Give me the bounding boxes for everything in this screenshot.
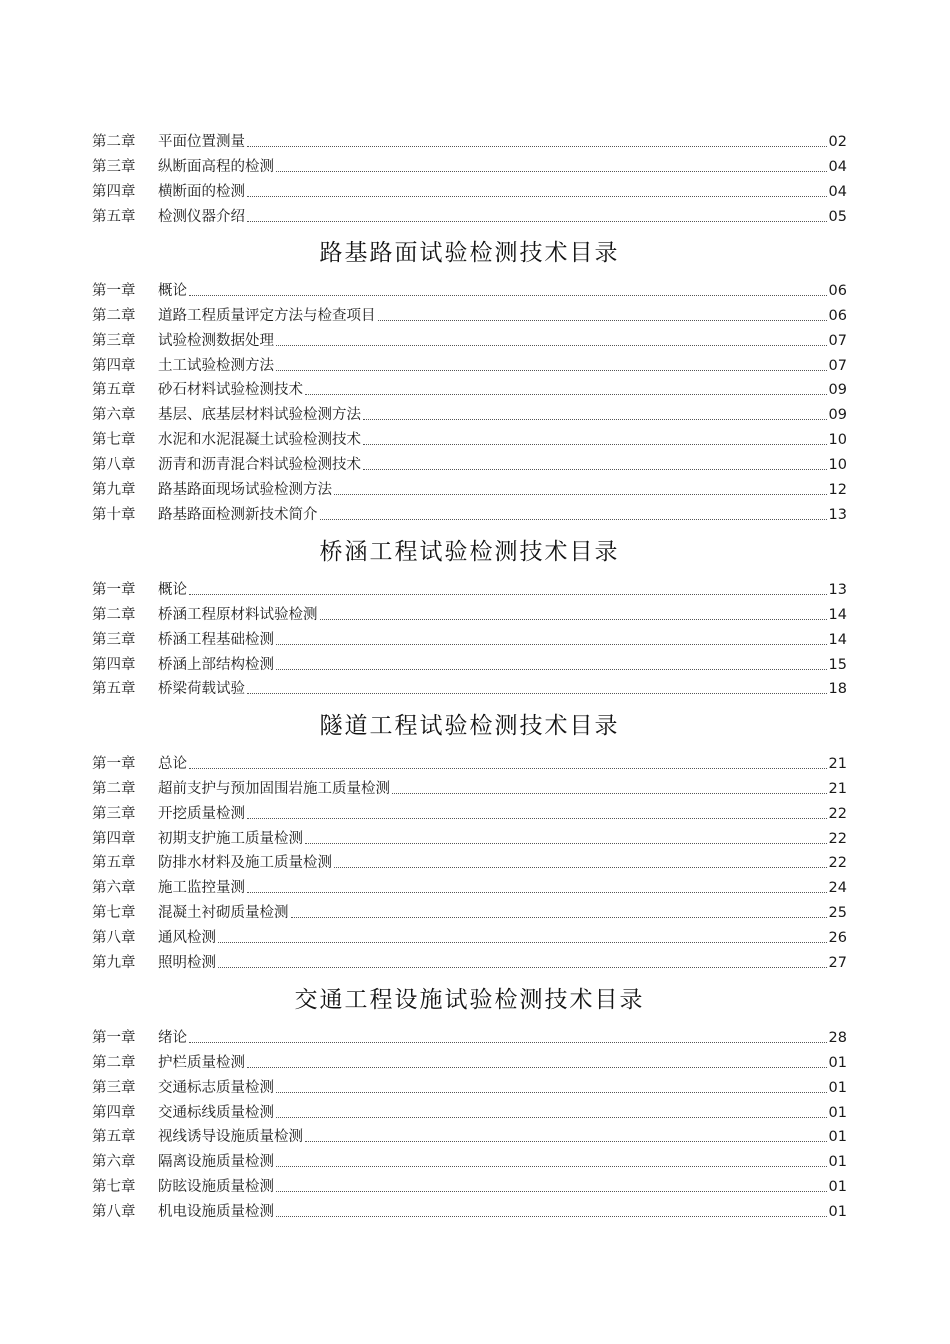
toc-entry[interactable] [92, 1122, 847, 1147]
chapter-number: 第三章 [92, 631, 136, 648]
chapter-title: 路基路面现场试验检测方法 [158, 482, 332, 499]
toc-entry[interactable] [92, 399, 847, 424]
page-number: 07 [828, 357, 847, 374]
page-number: 24 [828, 880, 847, 897]
chapter-title: 交通标志质量检测 [158, 1079, 274, 1096]
toc-entry[interactable] [92, 947, 847, 972]
chapter-number: 第五章 [92, 1129, 136, 1146]
page-number: 10 [828, 432, 847, 449]
chapter-title: 防排水材料及施工质量检测 [158, 855, 332, 872]
page-number: 21 [828, 755, 847, 772]
page-number: 02 [828, 133, 847, 150]
page-number: 01 [828, 1104, 847, 1121]
toc-entry[interactable] [92, 176, 847, 201]
toc-entry[interactable] [92, 474, 847, 499]
page-number: 09 [828, 382, 847, 399]
chapter-title: 机电设施质量检测 [158, 1204, 274, 1221]
chapter-title: 砂石材料试验检测技术 [158, 382, 303, 399]
chapter-number: 第五章 [92, 681, 136, 698]
dot-leader [218, 941, 827, 943]
chapter-title: 视线诱导设施质量检测 [158, 1129, 303, 1146]
dot-leader [247, 692, 827, 694]
page-number: 01 [828, 1154, 847, 1171]
dot-leader [291, 916, 827, 918]
page-number: 13 [828, 506, 847, 523]
chapter-number: 第三章 [92, 805, 136, 822]
page-number: 01 [828, 1179, 847, 1196]
toc-entry[interactable] [92, 424, 847, 449]
chapter-number: 第二章 [92, 780, 136, 797]
dot-leader [189, 593, 827, 595]
chapter-title: 基层、底基层材料试验检测方法 [158, 407, 361, 424]
toc-entry[interactable] [92, 300, 847, 325]
dot-leader [363, 443, 827, 445]
dot-leader [276, 344, 827, 346]
chapter-number: 第八章 [92, 930, 136, 947]
toc-entry[interactable] [92, 375, 847, 400]
chapter-title: 通风检测 [158, 930, 216, 947]
toc-entry[interactable] [92, 897, 847, 922]
section-heading: 交通工程设施试验检测技术目录 [294, 987, 645, 1013]
page-number: 09 [828, 407, 847, 424]
dot-leader [305, 842, 827, 844]
chapter-number: 第三章 [92, 158, 136, 175]
section-heading: 桥涵工程试验检测技术目录 [319, 539, 620, 565]
chapter-number: 第六章 [92, 1154, 136, 1171]
chapter-title: 桥梁荷载试验 [158, 681, 245, 698]
dot-leader [247, 891, 827, 893]
chapter-title: 检测仪器介绍 [158, 208, 245, 225]
chapter-title: 超前支护与预加固围岩施工质量检测 [158, 780, 390, 797]
chapter-number: 第八章 [92, 457, 136, 474]
chapter-number: 第五章 [92, 208, 136, 225]
chapter-number: 第七章 [92, 905, 136, 922]
dot-leader [276, 1165, 827, 1167]
chapter-title: 水泥和水泥混凝土试验检测技术 [158, 432, 361, 449]
page-number: 18 [828, 681, 847, 698]
chapter-title: 桥涵工程基础检测 [158, 631, 274, 648]
dot-leader [189, 1041, 827, 1043]
toc-entry[interactable] [92, 748, 847, 773]
toc-entry[interactable] [92, 773, 847, 798]
chapter-number: 第一章 [92, 1029, 136, 1046]
toc-entry[interactable] [92, 823, 847, 848]
chapter-title: 概论 [158, 581, 187, 598]
dot-leader [320, 618, 827, 620]
page-number: 01 [828, 1204, 847, 1221]
page-number: 01 [828, 1079, 847, 1096]
chapter-number: 第二章 [92, 606, 136, 623]
page-number: 01 [828, 1129, 847, 1146]
chapter-number: 第九章 [92, 955, 136, 972]
chapter-number: 第一章 [92, 755, 136, 772]
chapter-title: 隔离设施质量检测 [158, 1154, 274, 1171]
chapter-number: 第一章 [92, 581, 136, 598]
toc-entry[interactable] [92, 674, 847, 699]
chapter-title: 桥涵上部结构检测 [158, 656, 274, 673]
chapter-title: 概论 [158, 282, 187, 299]
dot-leader [276, 170, 827, 172]
chapter-title: 试验检测数据处理 [158, 332, 274, 349]
toc-entry[interactable] [92, 1097, 847, 1122]
chapter-number: 第七章 [92, 432, 136, 449]
toc-list [92, 275, 847, 524]
chapter-title: 交通标线质量检测 [158, 1104, 274, 1121]
toc-entry[interactable] [92, 1146, 847, 1171]
toc-entry[interactable] [92, 449, 847, 474]
chapter-number: 第四章 [92, 183, 136, 200]
dot-leader [378, 319, 827, 321]
dot-leader [305, 1140, 827, 1142]
dot-leader [276, 1190, 827, 1192]
toc-entry[interactable] [92, 1072, 847, 1097]
dot-leader [320, 518, 827, 520]
toc-entry[interactable] [92, 798, 847, 823]
page-number: 22 [828, 855, 847, 872]
dot-leader [247, 220, 827, 222]
toc-entry[interactable] [92, 201, 847, 226]
page-number: 06 [828, 282, 847, 299]
dot-leader [334, 493, 827, 495]
toc-list [92, 748, 847, 972]
toc-list [92, 126, 847, 226]
dot-leader [305, 393, 827, 395]
dot-leader [276, 643, 827, 645]
chapter-number: 第五章 [92, 382, 136, 399]
chapter-number: 第四章 [92, 656, 136, 673]
dot-leader [247, 195, 827, 197]
page-number: 06 [828, 307, 847, 324]
toc-entry[interactable] [92, 325, 847, 350]
toc-entry[interactable] [92, 574, 847, 599]
dot-leader [189, 294, 827, 296]
chapter-title: 纵断面高程的检测 [158, 158, 274, 175]
chapter-title: 总论 [158, 755, 187, 772]
dot-leader [276, 1116, 827, 1118]
chapter-number: 第二章 [92, 133, 136, 150]
dot-leader [276, 1215, 827, 1217]
page-number: 07 [828, 332, 847, 349]
chapter-title: 施工监控量测 [158, 880, 245, 897]
toc-list [92, 1022, 847, 1221]
page-number: 01 [828, 1054, 847, 1071]
toc-list [92, 574, 847, 698]
toc-entry[interactable] [92, 872, 847, 897]
dot-leader [334, 866, 827, 868]
chapter-number: 第四章 [92, 830, 136, 847]
dot-leader [247, 1066, 827, 1068]
page-number: 26 [828, 930, 847, 947]
toc-entry[interactable] [92, 848, 847, 873]
chapter-number: 第六章 [92, 407, 136, 424]
chapter-title: 桥涵工程原材料试验检测 [158, 606, 318, 623]
chapter-number: 第二章 [92, 307, 136, 324]
chapter-title: 初期支护施工质量检测 [158, 830, 303, 847]
page-number: 05 [828, 208, 847, 225]
chapter-title: 护栏质量检测 [158, 1054, 245, 1071]
toc-entry[interactable] [92, 922, 847, 947]
page-number: 14 [828, 606, 847, 623]
page-number: 28 [828, 1029, 847, 1046]
chapter-number: 第九章 [92, 482, 136, 499]
chapter-number: 第四章 [92, 357, 136, 374]
dot-leader [276, 369, 827, 371]
page-number: 04 [828, 183, 847, 200]
chapter-title: 横断面的检测 [158, 183, 245, 200]
page-number: 04 [828, 158, 847, 175]
page-number: 22 [828, 805, 847, 822]
toc-entry[interactable] [92, 1196, 847, 1221]
chapter-title: 沥青和沥青混合料试验检测技术 [158, 457, 361, 474]
chapter-number: 第五章 [92, 855, 136, 872]
chapter-number: 第三章 [92, 1079, 136, 1096]
page-number: 12 [828, 482, 847, 499]
page-number: 25 [828, 905, 847, 922]
toc-entry[interactable] [92, 151, 847, 176]
toc-entry[interactable] [92, 126, 847, 151]
chapter-number: 第四章 [92, 1104, 136, 1121]
toc-entry[interactable] [92, 1047, 847, 1072]
chapter-number: 第六章 [92, 880, 136, 897]
chapter-title: 路基路面检测新技术简介 [158, 506, 318, 523]
dot-leader [189, 767, 827, 769]
dot-leader [247, 145, 827, 147]
page-number: 22 [828, 830, 847, 847]
page-number: 15 [828, 656, 847, 673]
toc-entry[interactable] [92, 649, 847, 674]
page-number: 10 [828, 457, 847, 474]
chapter-number: 第八章 [92, 1204, 136, 1221]
toc-entry[interactable] [92, 624, 847, 649]
chapter-number: 第七章 [92, 1179, 136, 1196]
section-heading: 路基路面试验检测技术目录 [319, 240, 620, 266]
chapter-title: 开挖质量检测 [158, 805, 245, 822]
toc-entry[interactable] [92, 1022, 847, 1047]
dot-leader [247, 817, 827, 819]
dot-leader [363, 418, 827, 420]
toc-entry[interactable] [92, 275, 847, 300]
chapter-number: 第三章 [92, 332, 136, 349]
page-number: 21 [828, 780, 847, 797]
dot-leader [392, 792, 827, 794]
dot-leader [363, 468, 827, 470]
dot-leader [276, 1091, 827, 1093]
dot-leader [218, 966, 827, 968]
chapter-number: 第二章 [92, 1054, 136, 1071]
chapter-title: 照明检测 [158, 955, 216, 972]
toc-entry[interactable] [92, 499, 847, 524]
chapter-title: 混凝土衬砌质量检测 [158, 905, 289, 922]
chapter-title: 道路工程质量评定方法与检查项目 [158, 307, 376, 324]
toc-entry[interactable] [92, 1171, 847, 1196]
chapter-title: 防眩设施质量检测 [158, 1179, 274, 1196]
chapter-title: 土工试验检测方法 [158, 357, 274, 374]
chapter-number: 第十章 [92, 506, 136, 523]
page-number: 13 [828, 581, 847, 598]
page-number: 27 [828, 955, 847, 972]
page-number: 14 [828, 631, 847, 648]
chapter-title: 平面位置测量 [158, 133, 245, 150]
chapter-title: 绪论 [158, 1029, 187, 1046]
dot-leader [276, 668, 827, 670]
toc-entry[interactable] [92, 350, 847, 375]
section-heading: 隧道工程试验检测技术目录 [319, 713, 620, 739]
toc-entry[interactable] [92, 599, 847, 624]
chapter-number: 第一章 [92, 282, 136, 299]
